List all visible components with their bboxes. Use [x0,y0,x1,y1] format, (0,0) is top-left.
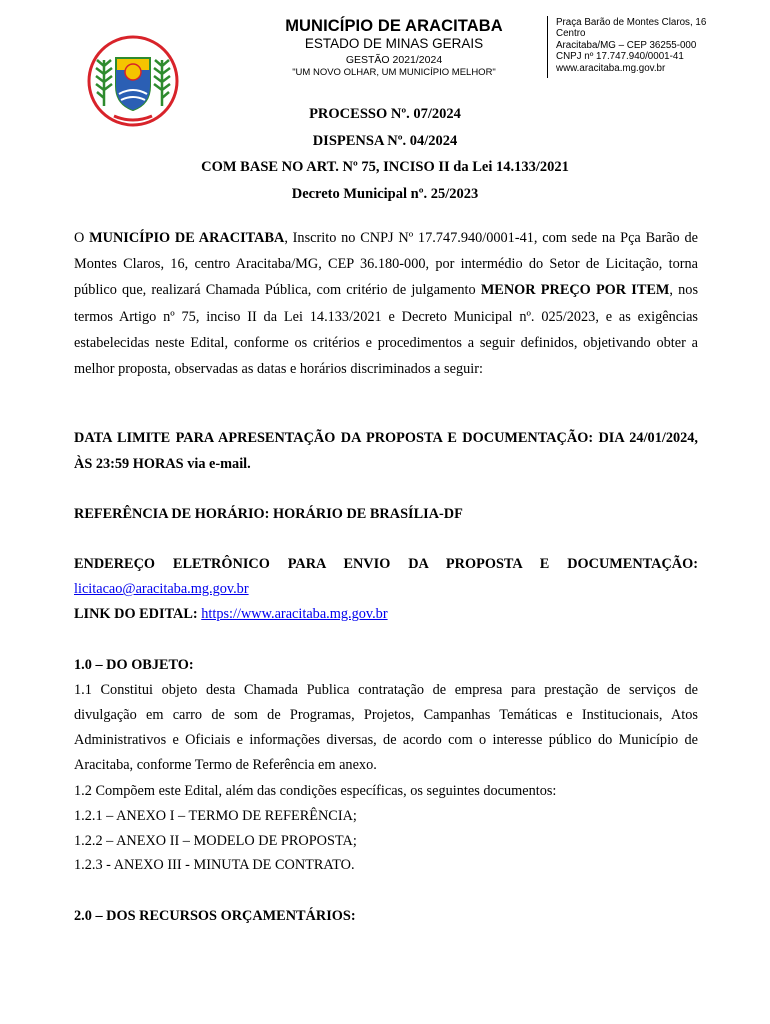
header-center-block [268,16,520,79]
process-number: PROCESSO Nº. 07/2024 [309,106,461,122]
header-divider [547,16,548,78]
process-titles [0,101,770,207]
intro-paragraph [74,225,698,382]
submission-email-link[interactable] [74,577,698,602]
edital-link-line [74,602,698,627]
address-line: Aracitaba/MG – CEP 36255-000 [556,39,697,51]
state-name: ESTADO DE MINAS GERAIS [304,36,484,51]
cnpj-line: CNPJ nº 17.747.940/0001-41 [556,51,684,63]
objeto-documents-intro: 1.2 Compõem este Edital, além das condições específicas, os seguintes documentos: [74,783,557,799]
annex-item: 1.2.2 – ANEXO II – MODELO DE PROPOSTA; [74,833,357,849]
edital-link-label: LINK DO EDITAL: [74,606,198,622]
annex-item: 1.2.3 - ANEXO III - MINUTA DE CONTRATO. [74,857,355,873]
intro-text: , nos termos Artigo nº 75, inciso II da Lei 14.133/2021 e Decreto Municipal nº. 025/2023, e as exigências estabelecidas neste Edital, conforme os critérios e procedimentos a seguir definidos, objetivando obter a melhor proposta, observadas as datas e horários discriminados a seguir: [74,282,699,378]
intro-text: , Inscrito no CNPJ Nº 17.747.940/0001-41, com sede na Pça Barão de Montes Claros, 16, centro Aracitaba/MG, CEP 36.180-000, por intermédio do Setor de Licitação, torna público que, realizará Chamada Pública, com critério de julgamento [74,230,698,299]
municipality-title: MUNICÍPIO DE ARACITABA [285,17,503,35]
legal-basis: COM BASE NO ART. Nº 75, INCISO II da Lei 14.133/2021 [201,159,569,175]
time-reference: REFERÊNCIA DE HORÁRIO: HORÁRIO DE BRASÍLIA-DF [74,506,463,522]
email-address-label: ENDEREÇO ELETRÔNICO PARA ENVIO DA PROPOSTA E DOCUMENTAÇÃO: [74,556,698,572]
header-address-block [556,17,736,74]
address-line: Centro [556,28,586,40]
municipality-name: MUNICÍPIO DE ARACITABA [89,230,285,246]
intro-text: O [74,230,90,246]
email-link-text[interactable]: licitacao@aracitaba.mg.gov.br [74,581,249,597]
website-line: www.aracitaba.mg.gov.br [556,62,666,74]
objeto-paragraph: 1.1 Constitui objeto desta Chamada Publica contratação de empresa para prestação de serviços de divulgação em carro de som de Programas, Projetos, Campanhas Temáticas e Institucionais, Atos Administrativos e Oficiais e informações diversas, de acordo com o interesse público do Município de Aracitaba, conforme Termo de Referência em anexo. [74,682,698,773]
section-heading-recursos: 2.0 – DOS RECURSOS ORÇAMENTÁRIOS: [74,908,356,924]
deadline-notice: DATA LIMITE PARA APRESENTAÇÃO DA PROPOSTA E DOCUMENTAÇÃO: DIA 24/01/2024, ÀS 23:59 HORAS via e-mail. [74,430,698,473]
dispensa-number: DISPENSA Nº. 04/2024 [312,132,458,149]
annex-item: 1.2.1 – ANEXO I – TERMO DE REFERÊNCIA; [74,808,357,824]
address-line: Praça Barão de Montes Claros, 16 [556,17,707,28]
decree-number: Decreto Municipal nº. 25/2023 [291,185,479,202]
judging-criterion: MENOR PREÇO POR ITEM [480,282,670,299]
administration-period: GESTÃO 2021/2024 [345,54,443,66]
municipality-slogan: "UM NOVO OLHAR, UM MUNICÍPIO MELHOR" [292,67,496,78]
section-heading-objeto: 1.0 – DO OBJETO: [74,657,194,673]
edital-link[interactable]: https://www.aracitaba.mg.gov.br [201,606,388,622]
